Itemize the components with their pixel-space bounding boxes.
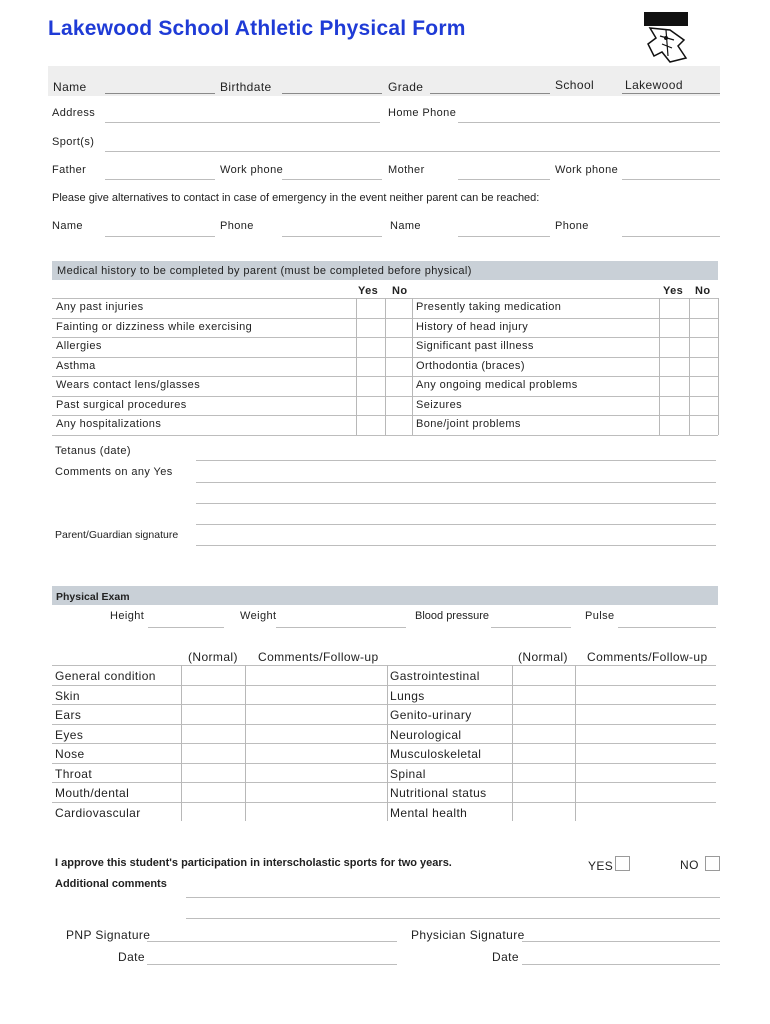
- normal-header-right: (Normal): [518, 650, 568, 664]
- approval-no-label: NO: [680, 858, 699, 872]
- medical-item-label: Seizures: [416, 398, 462, 411]
- exam-comments-cell-right[interactable]: [575, 724, 716, 744]
- medical-no-checkbox-left[interactable]: [385, 298, 412, 318]
- exam-item-label: Ears: [55, 708, 82, 722]
- medical-yes-checkbox-right[interactable]: [659, 396, 688, 416]
- medical-no-checkbox-right[interactable]: [689, 376, 718, 396]
- medical-no-checkbox-left[interactable]: [385, 337, 412, 357]
- emergency-instructions: Please give alternatives to contact in case of emergency in the event neither parent can be reached:: [52, 192, 540, 204]
- medical-no-checkbox-left[interactable]: [385, 357, 412, 377]
- pnp-date-field[interactable]: [147, 964, 397, 965]
- exam-item-label: Gastrointestinal: [390, 669, 480, 683]
- comments-header-left: Comments/Follow-up: [258, 650, 379, 664]
- pulse-label: Pulse: [585, 610, 615, 622]
- exam-normal-cell-left[interactable]: [181, 665, 245, 685]
- exam-row-line: [52, 743, 716, 744]
- medical-yes-checkbox-left[interactable]: [356, 298, 384, 318]
- school-field[interactable]: [622, 93, 720, 94]
- address-field[interactable]: [105, 122, 380, 123]
- emergency-name2-field[interactable]: [458, 236, 550, 237]
- exam-item-label: Spinal: [390, 766, 426, 781]
- additional-comments-line-2[interactable]: [186, 918, 720, 919]
- pnp-signature-field[interactable]: [147, 941, 397, 942]
- parent-signature-field[interactable]: [196, 545, 716, 546]
- pulse-field[interactable]: [618, 627, 716, 628]
- name-label: Name: [53, 80, 87, 94]
- physical-exam-header-band: [52, 586, 718, 605]
- father-field[interactable]: [105, 179, 215, 180]
- exam-normal-cell-left[interactable]: [181, 743, 245, 763]
- exam-comments-cell-left[interactable]: [245, 665, 385, 685]
- height-label: Height: [110, 610, 145, 622]
- medical-yes-checkbox-left[interactable]: [356, 376, 384, 396]
- medical-yes-checkbox-right[interactable]: [659, 357, 688, 377]
- exam-normal-cell-left[interactable]: [181, 724, 245, 744]
- exam-item-label: General condition: [55, 669, 156, 683]
- exam-comments-cell-left[interactable]: [245, 782, 385, 802]
- exam-normal-cell-right[interactable]: [512, 704, 575, 724]
- emergency-phone1-field[interactable]: [282, 236, 382, 237]
- exam-column-line: [575, 665, 576, 821]
- exam-normal-cell-left[interactable]: [181, 802, 245, 822]
- weight-label: Weight: [240, 610, 277, 622]
- exam-comments-cell-right[interactable]: [575, 665, 716, 685]
- normal-header-left: (Normal): [188, 650, 238, 664]
- exam-row-line: [52, 665, 716, 666]
- emergency-name1-label: Name: [52, 220, 83, 232]
- medical-item-label: Wears contact lens/glasses: [56, 379, 201, 391]
- weight-field[interactable]: [276, 627, 406, 628]
- school-label: School: [555, 78, 595, 92]
- exam-item-label: Cardiovascular: [55, 805, 141, 820]
- medical-column-line: [385, 298, 386, 435]
- sports-field[interactable]: [105, 151, 720, 152]
- exam-comments-cell-right[interactable]: [575, 704, 716, 724]
- exam-normal-cell-left[interactable]: [181, 782, 245, 802]
- physician-signature-label: Physician Signature: [411, 928, 525, 942]
- exam-comments-cell-left[interactable]: [245, 724, 385, 744]
- emergency-name2-label: Name: [390, 220, 421, 232]
- medical-yes-checkbox-left[interactable]: [356, 337, 384, 357]
- exam-normal-cell-right[interactable]: [512, 802, 575, 822]
- comments-line-1[interactable]: [196, 482, 716, 483]
- medical-history-header: Medical history to be completed by parent (must be completed before physical): [57, 265, 472, 277]
- emergency-phone2-label: Phone: [555, 220, 589, 232]
- tetanus-label: Tetanus (date): [55, 445, 131, 457]
- work-phone2-label: Work phone: [555, 164, 619, 176]
- medical-item-label: Any past injuries: [56, 301, 144, 313]
- exam-normal-cell-right[interactable]: [512, 724, 575, 744]
- mother-label: Mother: [388, 164, 425, 176]
- approval-no-checkbox[interactable]: [705, 856, 720, 871]
- blood-pressure-field[interactable]: [491, 627, 571, 628]
- medical-item-label: History of head injury: [416, 320, 529, 333]
- medical-no-checkbox-right[interactable]: [689, 396, 718, 416]
- school-value: Lakewood: [625, 78, 683, 92]
- medical-yes-header-right: Yes: [663, 285, 684, 297]
- emergency-name1-field[interactable]: [105, 236, 215, 237]
- medical-yes-checkbox-right[interactable]: [659, 337, 688, 357]
- medical-no-checkbox-right[interactable]: [689, 318, 718, 338]
- medical-no-checkbox-right[interactable]: [689, 298, 718, 318]
- height-field[interactable]: [148, 627, 224, 628]
- medical-no-checkbox-left[interactable]: [385, 415, 412, 435]
- approval-statement: I approve this student's participation in interscholastic sports for two years.: [55, 857, 452, 869]
- medical-item-label: Asthma: [56, 359, 96, 372]
- physical-exam-header: Physical Exam: [56, 591, 130, 603]
- exam-row-line: [52, 704, 716, 705]
- home-phone-label: Home Phone: [388, 107, 457, 119]
- exam-comments-cell-right[interactable]: [575, 763, 716, 783]
- form-title: Lakewood School Athletic Physical Form: [48, 17, 466, 40]
- exam-normal-cell-right[interactable]: [512, 782, 575, 802]
- exam-item-label: Eyes: [55, 727, 84, 742]
- exam-item-label: Mental health: [390, 805, 468, 820]
- approval-yes-label: YES: [588, 859, 614, 873]
- birthdate-field[interactable]: [282, 93, 382, 94]
- exam-comments-cell-right[interactable]: [575, 743, 716, 763]
- exam-column-line: [387, 665, 388, 821]
- exam-comments-cell-right[interactable]: [575, 685, 716, 705]
- exam-normal-cell-right[interactable]: [512, 665, 575, 685]
- pnp-date-label: Date: [118, 950, 145, 964]
- medical-yes-checkbox-left[interactable]: [356, 396, 384, 416]
- exam-comments-cell-left[interactable]: [245, 704, 385, 724]
- exam-row-line: [52, 782, 716, 783]
- grade-label: Grade: [388, 80, 424, 94]
- exam-row-line: [52, 685, 716, 686]
- medical-column-line: [659, 298, 660, 435]
- medical-yes-checkbox-right[interactable]: [659, 318, 688, 338]
- work-phone2-field[interactable]: [622, 179, 720, 180]
- birthdate-label: Birthdate: [220, 80, 272, 94]
- exam-item-label: Nose: [55, 747, 85, 761]
- medical-item-label: Bone/joint problems: [416, 418, 521, 430]
- sports-label: Sport(s): [52, 136, 95, 148]
- exam-normal-cell-left[interactable]: [181, 685, 245, 705]
- comments-line-3[interactable]: [196, 524, 716, 525]
- medical-item-label: Presently taking medication: [416, 301, 562, 313]
- exam-normal-cell-right[interactable]: [512, 743, 575, 763]
- medical-column-line: [689, 298, 690, 435]
- medical-item-label: Past surgical procedures: [56, 398, 187, 411]
- medical-yes-checkbox-right[interactable]: [659, 376, 688, 396]
- exam-column-line: [245, 665, 246, 821]
- school-mascot-logo: [640, 6, 694, 64]
- medical-no-checkbox-right[interactable]: [689, 357, 718, 377]
- mother-field[interactable]: [458, 179, 550, 180]
- physician-signature-field[interactable]: [522, 941, 720, 942]
- exam-comments-cell-left[interactable]: [245, 685, 385, 705]
- exam-normal-cell-right[interactable]: [512, 685, 575, 705]
- exam-normal-cell-right[interactable]: [512, 763, 575, 783]
- medical-no-checkbox-left[interactable]: [385, 318, 412, 338]
- emergency-phone2-field[interactable]: [622, 236, 720, 237]
- grade-field[interactable]: [430, 93, 550, 94]
- exam-row-line: [52, 802, 716, 803]
- exam-comments-cell-left[interactable]: [245, 802, 385, 822]
- work-phone-field[interactable]: [282, 179, 382, 180]
- exam-item-label: Lungs: [390, 688, 425, 703]
- physician-date-field[interactable]: [522, 964, 720, 965]
- emergency-phone1-label: Phone: [220, 220, 254, 232]
- student-info-band: [48, 66, 720, 96]
- pnp-signature-label: PNP Signature: [66, 928, 151, 942]
- exam-normal-cell-left[interactable]: [181, 704, 245, 724]
- medical-no-checkbox-right[interactable]: [689, 415, 718, 435]
- medical-no-header-left: No: [392, 285, 408, 297]
- exam-comments-cell-left[interactable]: [245, 743, 385, 763]
- medical-no-header-right: No: [695, 285, 711, 297]
- exam-column-line: [512, 665, 513, 821]
- medical-yes-checkbox-right[interactable]: [659, 298, 688, 318]
- exam-item-label: Genito-urinary: [390, 708, 472, 722]
- medical-no-checkbox-right[interactable]: [689, 337, 718, 357]
- medical-yes-checkbox-left[interactable]: [356, 357, 384, 377]
- medical-yes-checkbox-left[interactable]: [356, 415, 384, 435]
- medical-yes-checkbox-right[interactable]: [659, 415, 688, 435]
- exam-column-line: [181, 665, 182, 821]
- medical-column-line: [356, 298, 357, 435]
- work-phone-label: Work phone: [220, 164, 284, 176]
- medical-item-label: Allergies: [56, 340, 102, 352]
- comments-header-right: Comments/Follow-up: [587, 650, 708, 664]
- exam-comments-cell-right[interactable]: [575, 802, 716, 822]
- exam-item-label: Skin: [55, 688, 80, 703]
- medical-item-label: Fainting or dizziness while exercising: [56, 320, 253, 333]
- exam-comments-cell-right[interactable]: [575, 782, 716, 802]
- medical-column-line: [412, 298, 413, 435]
- medical-no-checkbox-left[interactable]: [385, 396, 412, 416]
- medical-item-label: Any ongoing medical problems: [416, 379, 578, 391]
- approval-yes-checkbox[interactable]: [615, 856, 630, 871]
- additional-comments-line-1[interactable]: [186, 897, 720, 898]
- medical-row-line: [52, 435, 718, 436]
- exam-row-line: [52, 763, 716, 764]
- tetanus-field[interactable]: [196, 460, 716, 461]
- medical-yes-header-left: Yes: [358, 285, 379, 297]
- medical-yes-checkbox-left[interactable]: [356, 318, 384, 338]
- medical-item-label: Any hospitalizations: [56, 418, 162, 430]
- father-label: Father: [52, 164, 87, 176]
- exam-item-label: Mouth/dental: [55, 786, 130, 800]
- address-label: Address: [52, 107, 96, 119]
- comments-line-2[interactable]: [196, 503, 716, 504]
- medical-item-label: Significant past illness: [416, 340, 534, 352]
- blood-pressure-label: Blood pressure: [415, 610, 489, 622]
- exam-row-line: [52, 724, 716, 725]
- parent-signature-label: Parent/Guardian signature: [55, 529, 179, 541]
- medical-item-label: Orthodontia (braces): [416, 359, 525, 372]
- exam-item-label: Throat: [55, 766, 93, 781]
- home-phone-field[interactable]: [458, 122, 720, 123]
- exam-normal-cell-left[interactable]: [181, 763, 245, 783]
- medical-no-checkbox-left[interactable]: [385, 376, 412, 396]
- exam-comments-cell-left[interactable]: [245, 763, 385, 783]
- medical-column-line: [718, 298, 719, 435]
- exam-item-label: Nutritional status: [390, 786, 487, 800]
- physician-date-label: Date: [492, 950, 519, 964]
- additional-comments-label: Additional comments: [55, 878, 167, 890]
- exam-item-label: Neurological: [390, 727, 462, 742]
- comments-yes-label: Comments on any Yes: [55, 466, 173, 478]
- name-field[interactable]: [105, 93, 215, 94]
- exam-item-label: Musculoskeletal: [390, 747, 482, 761]
